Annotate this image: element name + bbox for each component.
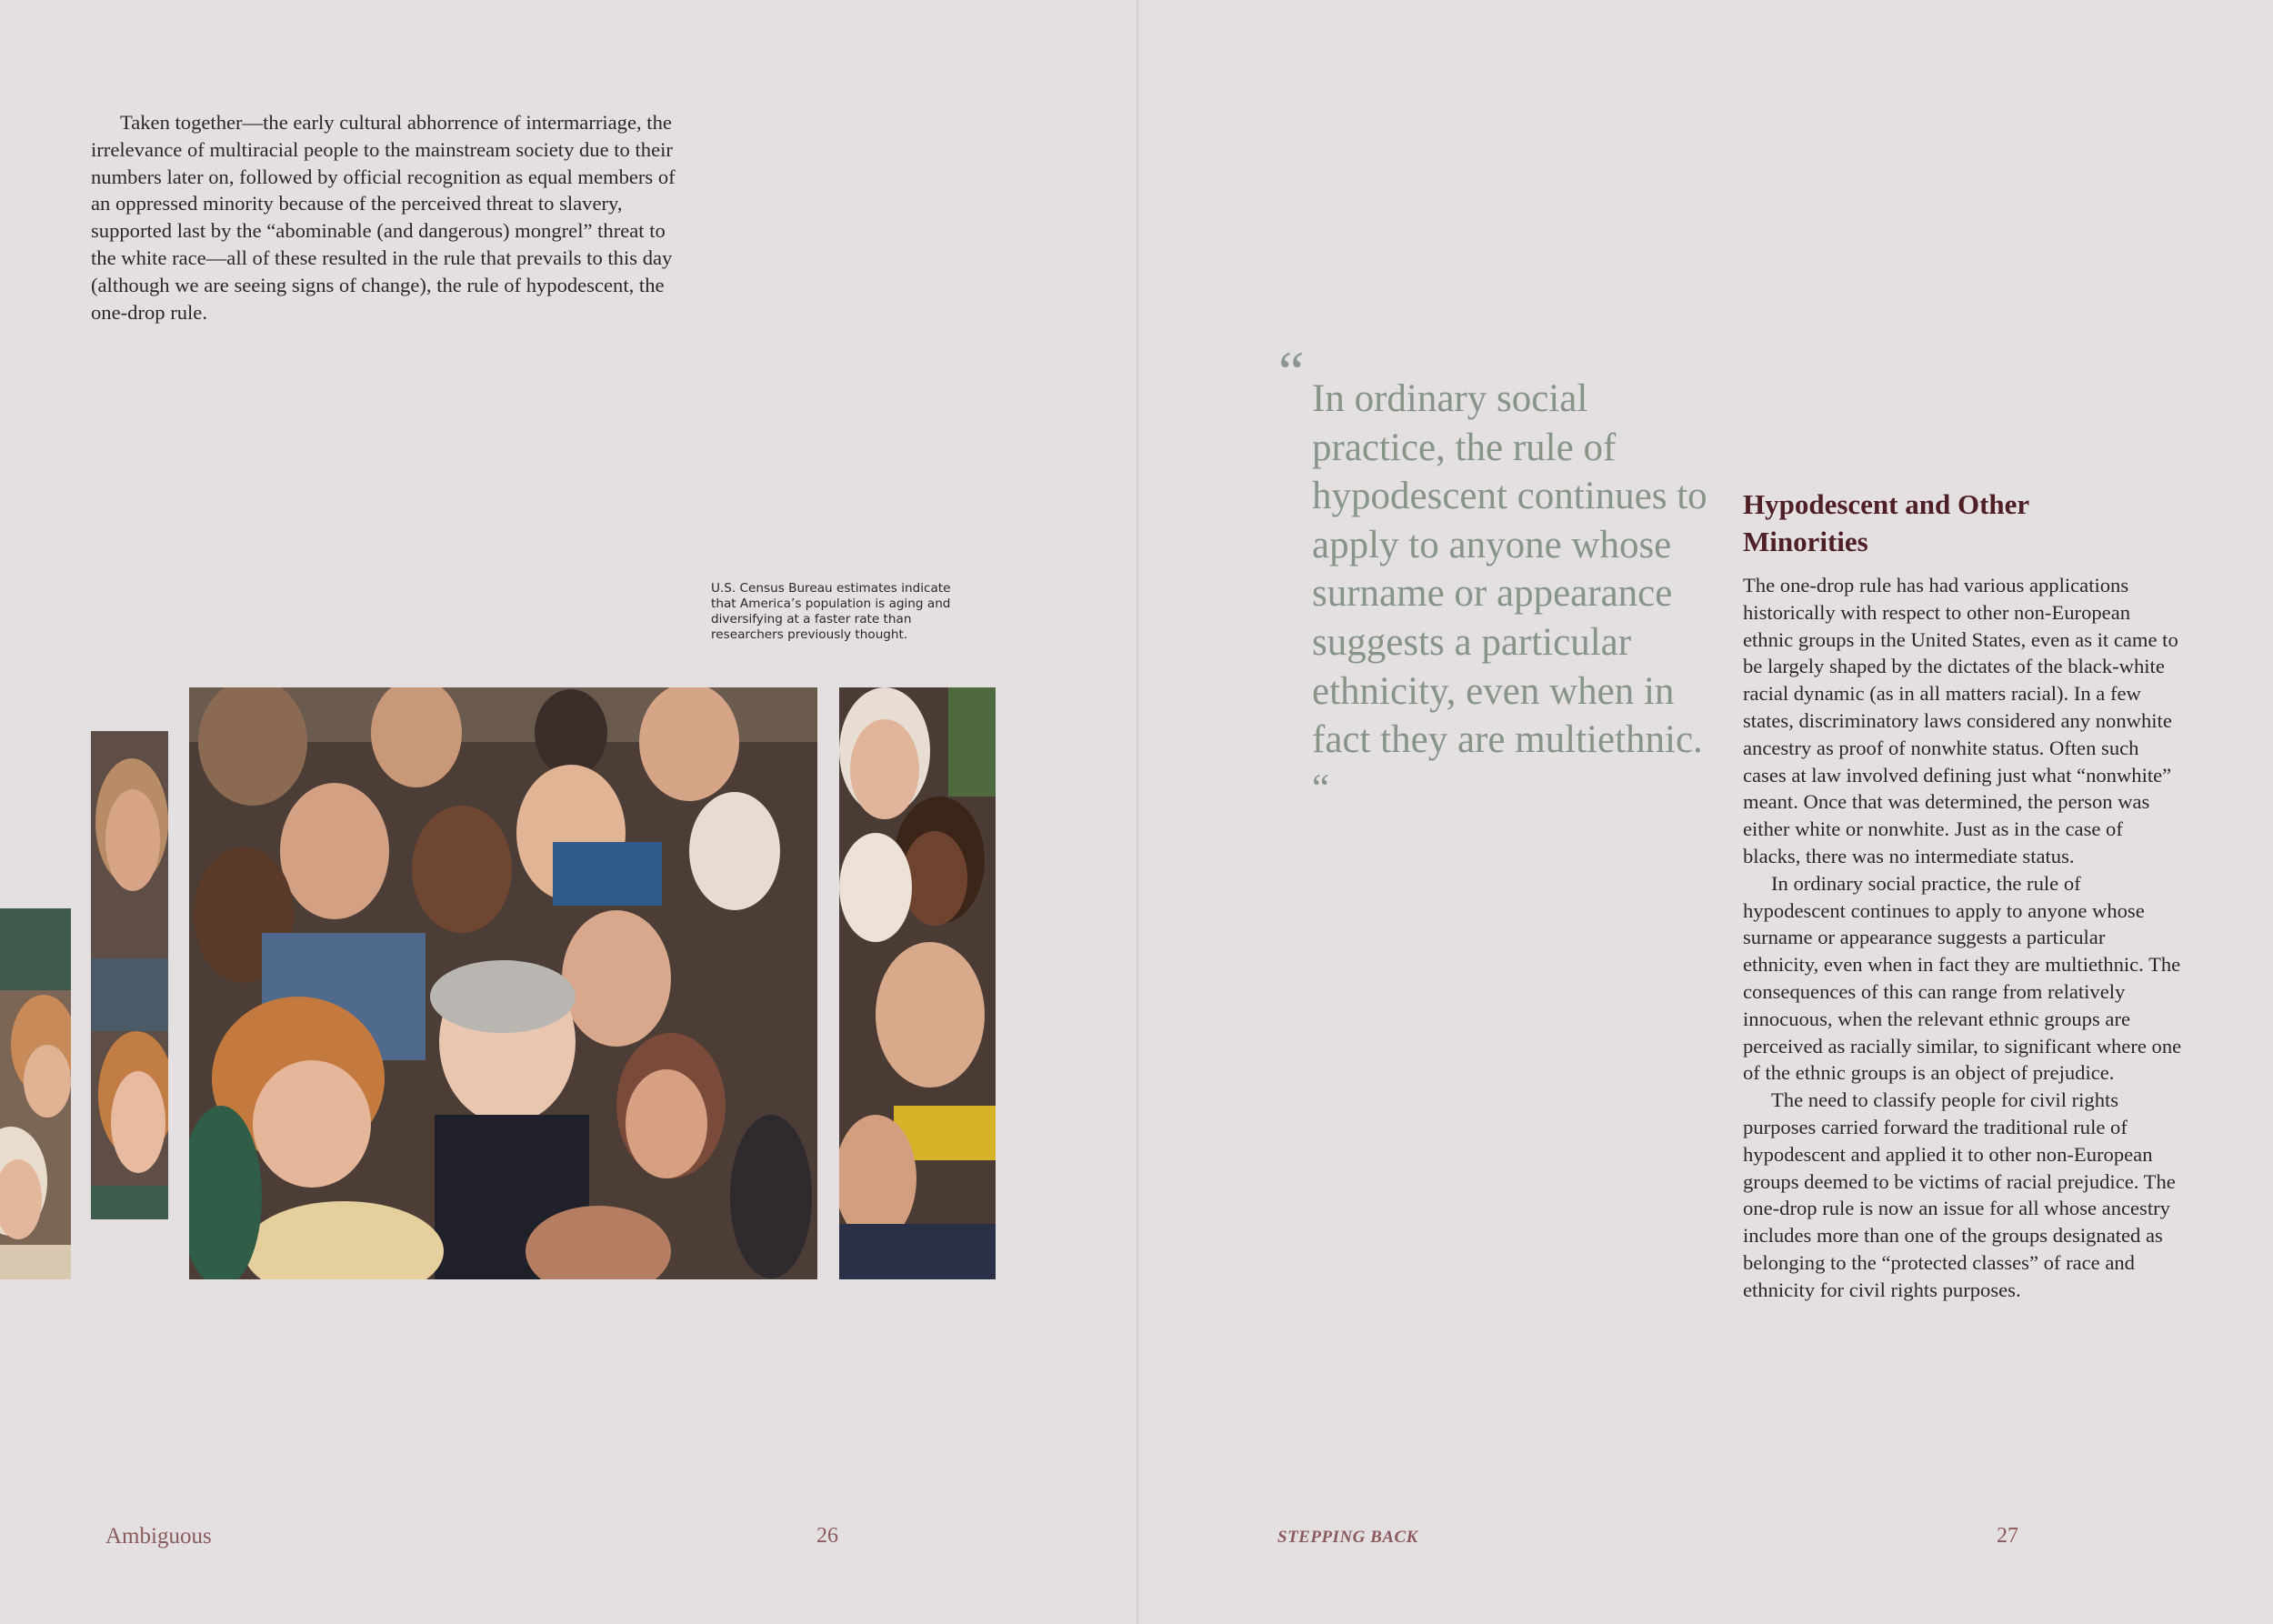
crowd-photo-strip-right xyxy=(839,687,996,1279)
folio-book-title: Ambiguous xyxy=(105,1524,212,1549)
section-heading: Hypodescent and Other Minorities xyxy=(1743,488,2029,557)
body-paragraph: In ordinary social practice, the rule of hypodescent continues to apply to anyone whose surname or appearance suggests a particular ethnicity, even when in fact they are multiethnic. The consequences of this can range from relatively innocuous, when the relevant ethnic groups are perceived as racially similar, to significant where one of the ethnic groups is an object of prejudice. xyxy=(1743,871,2182,1085)
intro-paragraph: Taken together—the early cultural abhorrence of intermarriage, the irrelevance of multiracial people to the mainstream society due to their numbers later on, followed by official recognition as equal members of an oppressed minority because of the perceived threat to slavery, supported last by the “abominable (and dangerous) mongrel” threat to the white race—all of these resulted in the rule that prevails to this day (although we are seeing signs of change), the rule of hypodescent, the one-drop rule. xyxy=(91,111,676,324)
page-number-left: 26 xyxy=(816,1524,838,1548)
crowd-photo-strip-left xyxy=(0,908,71,1279)
page-number-right: 27 xyxy=(1997,1524,2018,1548)
pull-quote: In ordinary social practice, the rule of hypodescent continues to apply to anyone whose surname or appearance suggests a particular ethnicity, even when in fact they are multiethnic. “ xyxy=(1312,377,1707,810)
crowd-photo-main xyxy=(189,687,817,1279)
body-paragraph: The one-drop rule has had various applications historically with respect to other non-European ethnic groups in the United States, even as it came to be largely shaped by the dictates of the black-white racial dynamic (as in all matters racial). In a few states, discriminatory laws considered any nonwhite ancestry as proof of nonwhite status. Often such cases at law involved defining just what “nonwhite” meant. Once that was determined, the person was either white or nonwhite. Just as in the case of blacks, there was no intermediate status. xyxy=(1743,574,2178,867)
photo-caption: U.S. Census Bureau estimates indicate that America’s population is aging and diversifying at a faster rate than researchers previously thought. xyxy=(711,581,951,642)
folio-section-title: STEPPING BACK xyxy=(1277,1528,1418,1547)
body-text xyxy=(1743,572,2184,1304)
crowd-photo-strip-thin xyxy=(91,731,168,1219)
body-paragraph: The need to classify people for civil rights purposes carried forward the traditional rule of hypodescent and applied it to other non-European groups deemed to be victims of racial prejudice. The one-drop rule is now an issue for all whose ancestry includes more than one of the groups designated as belonging to the “protected classes” of race and ethnicity for civil rights purposes. xyxy=(1743,1088,2176,1301)
book-spine xyxy=(1136,0,1138,1624)
open-quote-mark: “ xyxy=(1278,339,1305,404)
